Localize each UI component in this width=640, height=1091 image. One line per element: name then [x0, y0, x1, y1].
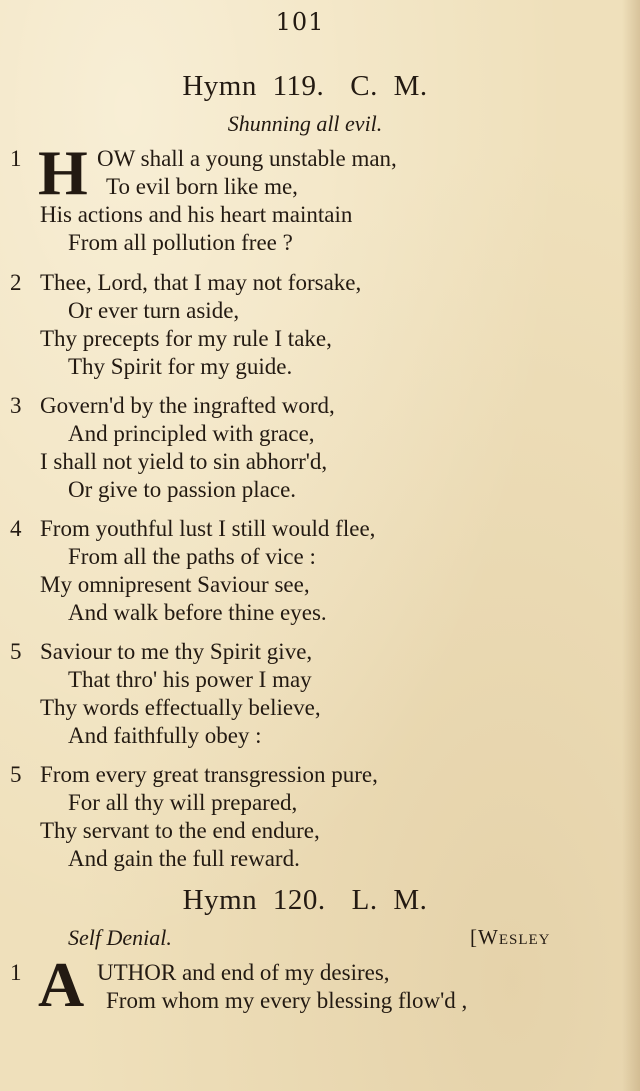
- verse-line: From all pollution free ?: [68, 230, 293, 255]
- verse-line: From every great transgression pure,: [40, 762, 378, 787]
- verse-line: Thy Spirit for my guide.: [68, 354, 293, 379]
- verse-line: That thro' his power I may: [68, 667, 312, 692]
- verse-line: From whom my every blessing flow'd ,: [106, 988, 468, 1013]
- verse-line: And principled with grace,: [68, 421, 315, 446]
- verse-line: Thy words effectually believe,: [40, 695, 321, 720]
- hymn-120-subtitle: Self Denial.: [68, 925, 172, 950]
- verse-number: 3: [10, 393, 22, 418]
- verse-line: Thy precepts for my rule I take,: [40, 326, 332, 351]
- verse-line: From all the paths of vice :: [68, 544, 316, 569]
- verse-line: Or ever turn aside,: [68, 298, 240, 323]
- verse-line: My omnipresent Saviour see,: [40, 572, 310, 597]
- verse-number: 2: [10, 270, 22, 295]
- verse-number: 5: [10, 762, 22, 787]
- verse-line: Govern'd by the ingrafted word,: [40, 393, 335, 418]
- verse-number: 4: [10, 516, 22, 541]
- dropcap-letter: H: [38, 137, 88, 208]
- verse-line: Saviour to me thy Spirit give,: [40, 639, 313, 664]
- hymn-119-heading: [0, 70, 610, 103]
- hymn-119-subtitle: Shunning all evil.: [227, 111, 383, 136]
- verse-line: And gain the full reward.: [68, 846, 300, 871]
- verse-line: I shall not yield to sin abhorr'd,: [40, 449, 328, 474]
- verse-line: Thy servant to the end endure,: [40, 818, 320, 843]
- verse-number: 1: [10, 960, 22, 985]
- verse-line: His actions and his heart maintain: [40, 202, 353, 227]
- verse-line: From youthful lust I still would flee,: [40, 516, 376, 541]
- verse-line: Or give to passion place.: [68, 477, 297, 502]
- verse-number: 5: [10, 639, 22, 664]
- hymn-120-meter: L. M.: [351, 884, 428, 916]
- hymn-119-title: Hymn 119.: [182, 70, 325, 102]
- verse-line: And faithfully obey :: [68, 723, 262, 748]
- verse-line: Thee, Lord, that I may not forsake,: [40, 270, 362, 295]
- verse-line: UTHOR and end of my desires,: [97, 960, 390, 985]
- hymn-120-title: Hymn 120.: [182, 884, 326, 916]
- hymn-119-meter: C. M.: [350, 70, 428, 102]
- verse-line: OW shall a young unstable man,: [97, 146, 397, 171]
- verse-line: For all thy will prepared,: [68, 790, 298, 815]
- hymn-120-heading: [0, 884, 610, 917]
- dropcap-letter: A: [38, 949, 85, 1020]
- verse-line: And walk before thine eyes.: [68, 600, 327, 625]
- page-number: 101: [275, 8, 325, 36]
- hymn-120-author: [Wesley: [470, 925, 551, 949]
- page-edge-shadow: [622, 0, 640, 1091]
- verse-number: 1: [10, 146, 22, 171]
- verse-line: To evil born like me,: [106, 174, 298, 199]
